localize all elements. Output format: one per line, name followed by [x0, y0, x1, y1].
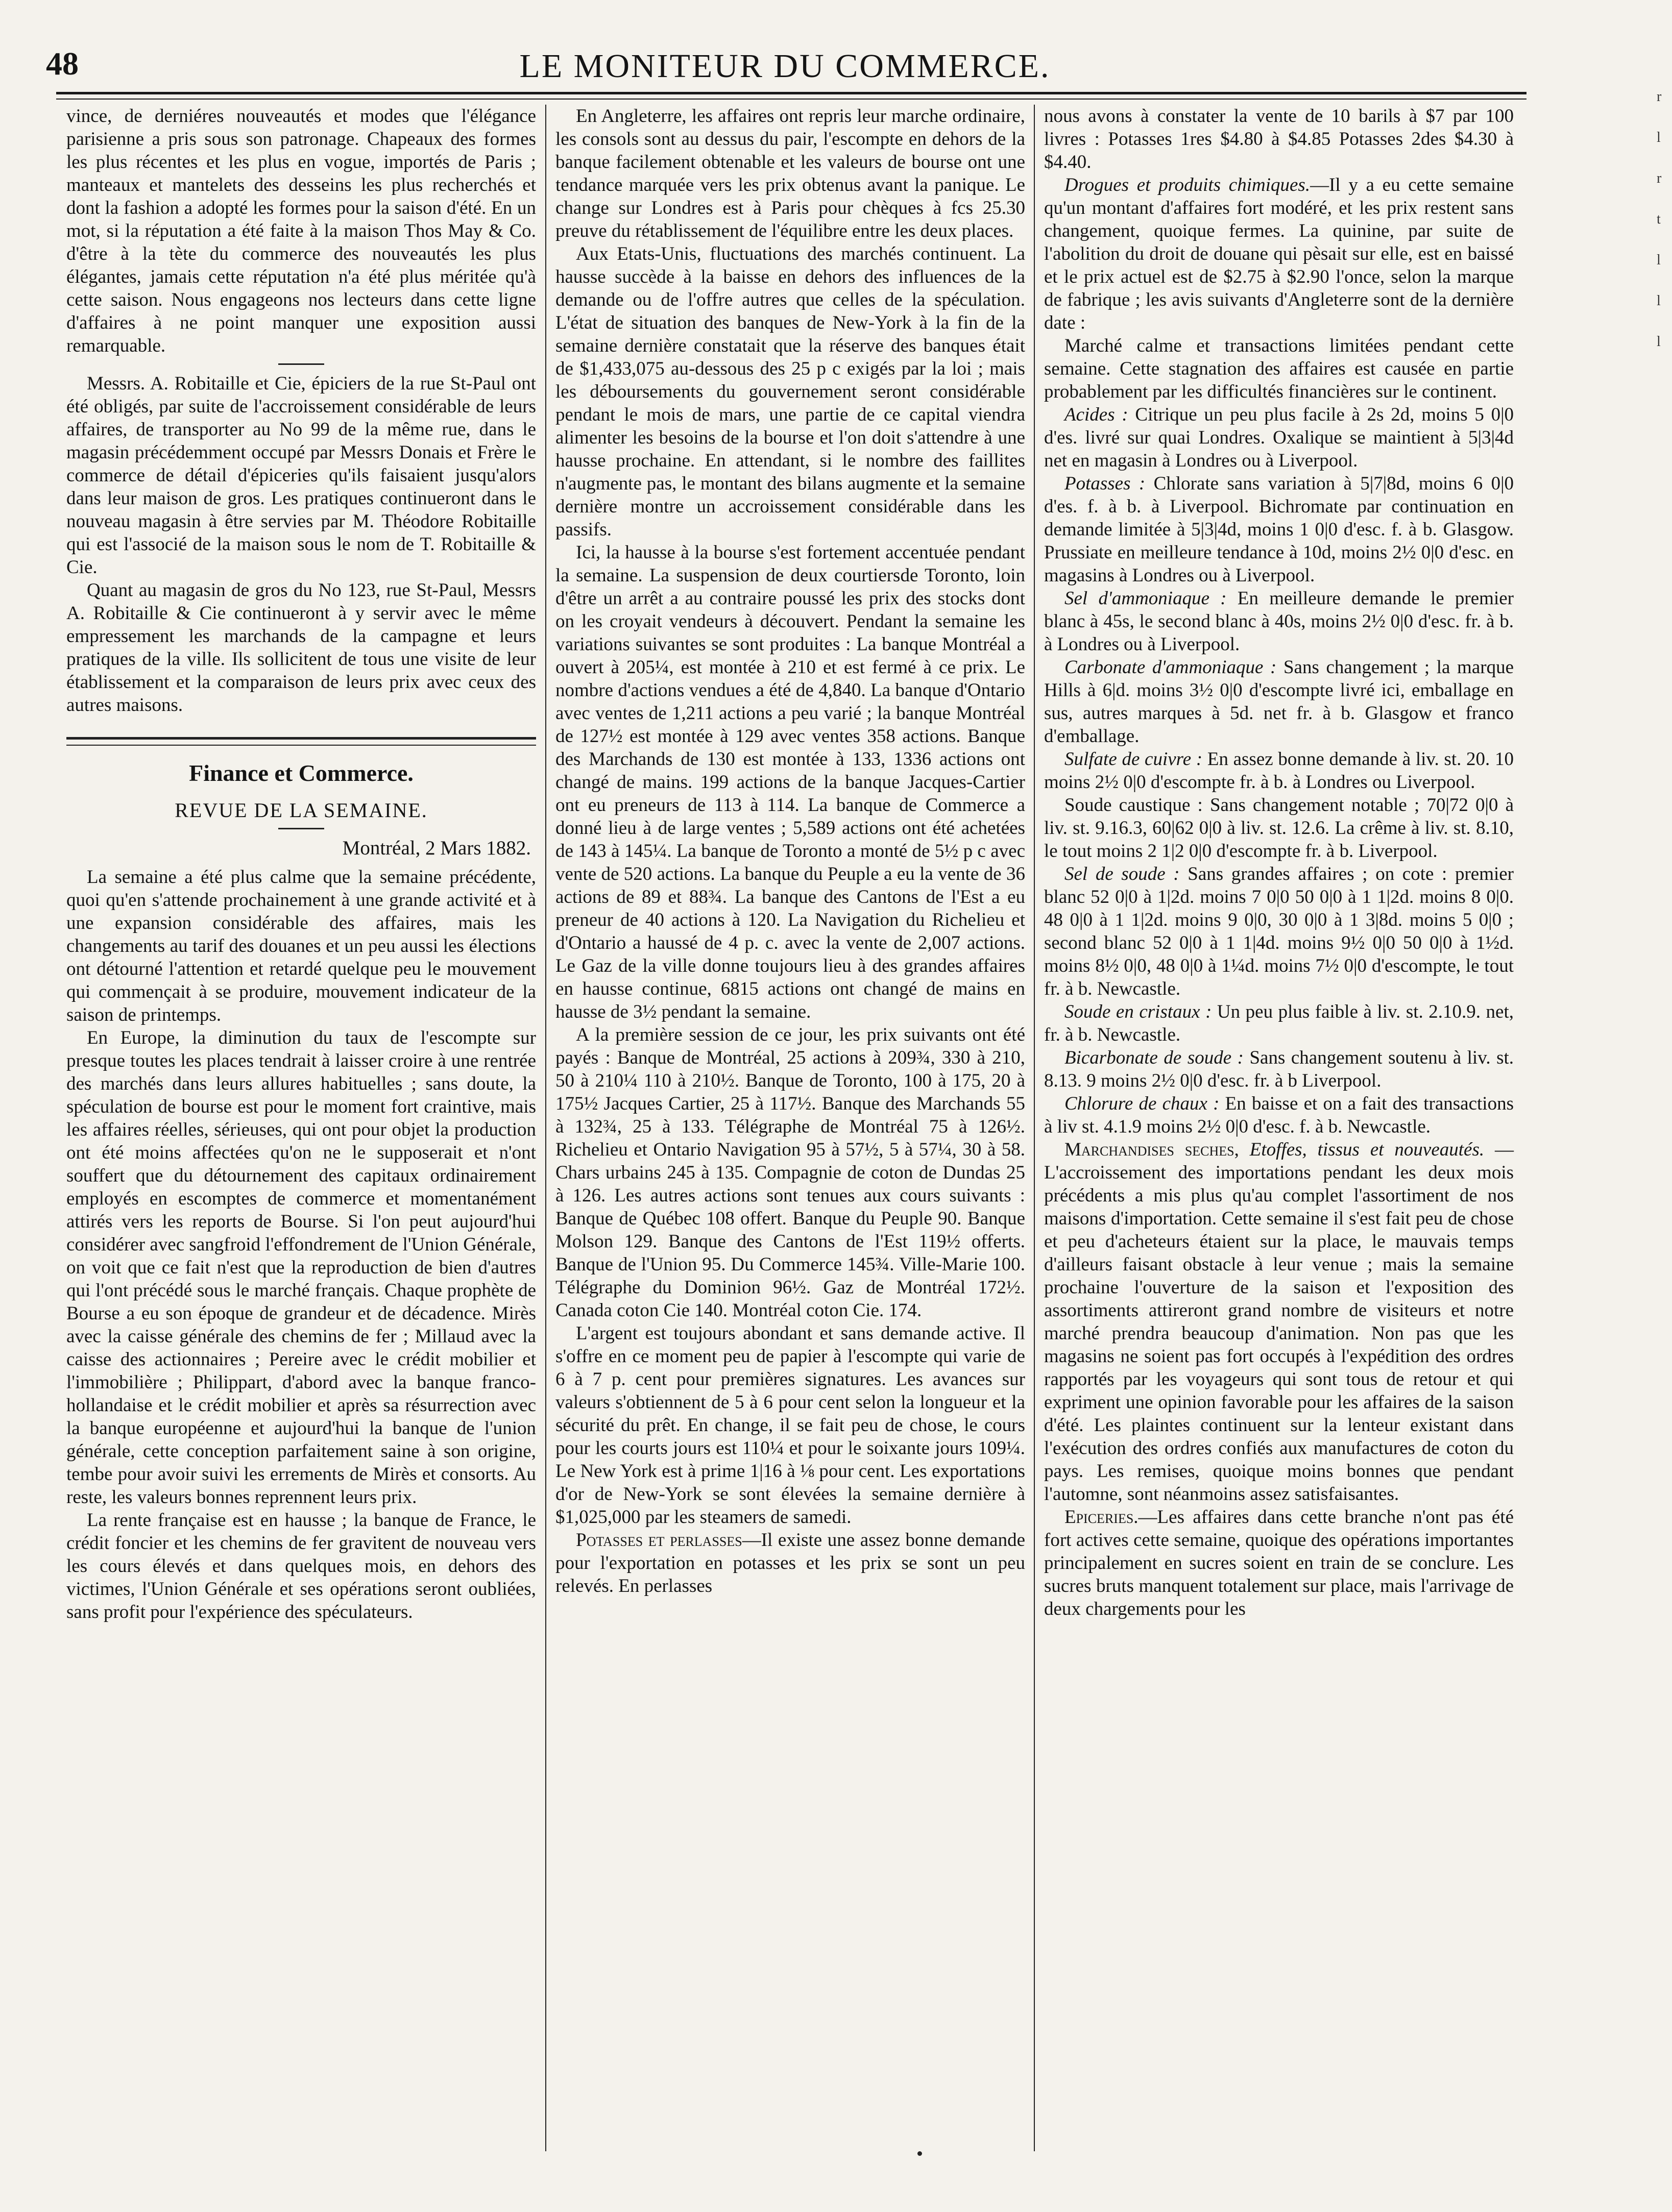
page-header: [41, 36, 1529, 92]
paragraph: Quant au magasin de gros du No 123, rue St-Paul, Messrs A. Robitaille & Cie continueront à y servir avec le même empressement les marchands de la campagne et leurs pratiques de la ville. Ils sollicitent de tous une visite de leur établissement et la comparaison de leurs prix avec ceux des autres maisons.: [66, 580, 536, 716]
running-title: LE MONITEUR DU COMMERCE.: [519, 47, 1051, 85]
paragraph: La rente française est en hausse ; la banque de France, le crédit foncier et les chemins de fer gravitent de nouveau vers les cours élevés et dans quelques mois, en dehors des victimes, l'Union Générale et ses opérations seront oubliées, sans profit pour l'expérience des spéculateurs.: [66, 1510, 536, 1623]
column-1: [66, 105, 536, 1624]
paragraph-lead: Drogues et produits chimiques.: [1064, 175, 1311, 195]
paragraph: [1044, 472, 1514, 587]
paragraph: Ici, la hausse à la bourse s'est fortement accentuée pendant la semaine. La suspension de deux courtiersde Toronto, loin d'être un arrêt a au contraire poussé les prix des stocks dont on les croyait vendeurs à découvert. Pendant la semaine les variations suivantes se sont produites : La banque Montréal a ouvert à 205¼, est montée à 210 et est fermé à ce prix. Le nombre d'actions vendues a été de 4,840. La banque d'Ontario avec ventes de 1,211 actions a peu varié ; la banque Montréal de 127½ est montée à 129 avec ventes 358 actions. Banque des Marchands de 130 est montée à 133, 1336 actions ont changé de mains. 199 actions de la banque Jacques-Cartier ont eu preneurs de 113 à 114. La banque de Commerce a donné lieu à de large ventes ; 5,589 actions ont été achetées de 143 à 145¼. La banque de Toronto a monté de 5½ p c avec vente de 520 actions. La banque du Peuple a eu la vente de 36 actions de 89 et 88¾. La banque des Cantons de l'Est a eu preneur de 40 actions à 120. La Navigation du Richelieu et d'Ontario a haussé de 4 p. c. avec la vente de 2,007 actions. Le Gaz de la ville donne toujours lieu à des grandes affaires en hausse continue, 6815 actions ont changé de mains en hausse de 3½ pendant la semaine.: [555, 542, 1025, 1022]
paragraph-text: Sans changement ; la marque Hills à 6|d. moins 3½ 0|0 d'escompte livré ici, emballage en sus, autres marques à 5d. net fr. à b. Glasgow et franco d'emballage.: [1044, 657, 1514, 747]
paragraph: [1044, 403, 1514, 472]
paragraph-text: — L'accroissement des importations pendant les deux mois précédents a mis plus qu'au complet l'assortiment de nos maisons d'importation. Cette semaine il s'est fait peu de chose et peu d'acheteurs étaient sur la place, le mauvais temps d'ailleurs faisant obstacle à leur venue ; mais la semaine prochaine l'ouverture de la saison et l'exposition des assortiments attireront grand nombre de visiteurs et notre marché prendra beaucoup d'animation. Non pas que les magasins ne soient pas fort occupés à l'expédition des ordres rapportés par les voyageurs qui sont tous de retour et qui expriment une opinion favorable pour les affaires de la saison d'été. Les plaintes continuent sur la lenteur existant dans l'exécution des ordres confiés aux manufactures de coton du pays. Les remises, quoique moins bonnes que pendant l'automne, sont néanmoins assez satisfaisantes.: [1044, 1139, 1514, 1505]
paragraph: [1044, 656, 1514, 748]
paragraph-lead: Bicarbonate de soude :: [1064, 1047, 1244, 1068]
edge-letter: t: [1657, 211, 1661, 227]
paragraph: A la première session de ce jour, les prix suivants ont été payés : Banque de Montréal, 25 actions à 209¾, 330 à 210, 50 à 210¼ 110 à 210½. Banque de Toronto, 100 à 175, 20 à 175½ Jacques Cartier, 25 à 117½. Banque des Marchands 55 à 132¾, 25 à 133. Télégraphe de Montréal 75 à 126½. Richelieu et Ontario Navigation 95 à 57½, 5 à 57¼, 30 à 58. Chars urbains 245 à 135. Compagnie de coton de Dundas 25 à 126. Les autres actions sont tenues aux cours suivants : Banque de Québec 108 offert. Banque du Peuple 90. Banque Molson 129. Banque des Cantons de l'Est 119½ offerts. Banque de l'Union 95. Du Commerce 145¾. Ville-Marie 100. Télégraphe du Dominion 96½. Gaz de Montréal 172½. Canada coton Cie 140. Montréal coton Cie. 174.: [555, 1024, 1025, 1321]
paragraph: [1044, 1092, 1514, 1138]
paragraph-lead: Epiceries.: [1064, 1507, 1138, 1528]
edge-letter: l: [1657, 252, 1661, 268]
edge-letter: l: [1657, 334, 1661, 350]
paragraph-lead: Sel d'ammoniaque :: [1064, 588, 1227, 609]
section-title: Finance et Commerce.: [189, 760, 414, 786]
paragraph-text: —Les affaires dans cette branche n'ont pas été fort actives cette semaine, quoique des opérations importantes principalement en sucres soient en train de se conclure. Les sucres bruts manquent totalement sur place, mais l'arrivage de deux chargements pour les: [1044, 1507, 1514, 1619]
dateline: Montréal, 2 Mars 1882.: [342, 837, 531, 859]
paragraph: Marché calme et transactions limitées pendant cette semaine. Cette stagnation des affaires est causée en partie probablement par les difficultés financières sur le continent.: [1044, 335, 1514, 402]
column-divider: [1034, 105, 1035, 2151]
paragraph: nous avons à constater la vente de 10 barils à $7 par 100 livres : Potasses 1res $4.80 à $4.85 Potasses 2des $4.30 à $4.40.: [1044, 106, 1514, 173]
paragraph-text: —Il existe une assez bonne demande pour l'exportation en potasses et les prix se sont un peu relevés. En perlasses: [555, 1530, 1025, 1596]
paragraph: Soude caustique : Sans changement notable ; 70|72 0|0 à liv. st. 9.16.3, 60|62 0|0 à liv. st. 12.6. La crême à liv. st. 8.10, le tout moins 2 1|2 0|0 d'escompte fr. à b. Liverpool.: [1044, 795, 1514, 862]
paragraph: [1044, 587, 1514, 656]
edge-letter: l: [1657, 130, 1661, 145]
paragraph: La semaine a été plus calme que la semaine précédente, quoi qu'en s'attende prochainement à une grande activité et à une expansion considérable des affaires, mais les changements au tarif des douanes et un peu aussi les élections ont détourné l'attention et retardé quelque peu le mouvement qui commençait à se produire, mouvement indicateur de la saison de printemps.: [66, 867, 536, 1025]
paragraph-lead: Sulfate de cuivre :: [1064, 749, 1203, 770]
paragraph-text: En meilleure demande le premier blanc à 45s, le second blanc à 40s, moins 2½ 0|0 d'esc. fr. à b. à Londres ou à Liverpool.: [1044, 588, 1514, 655]
paragraph-text: Sans grandes affaires ; on cote : premier blanc 52 0|0 à 1|2d. moins 7 0|0 50 0|0 à 1 1|2d. moins 8 0|0. 48 0|0 à 1 1|2d. moins 9 0|0, 30 0|0 à 1 3|8d. moins 5 0|0 ; second blanc 52 0|0 à 1 1|4d. moins 9½ 0|0 50 0|0 à 1½d. moins 8½ 0|0, 48 0|0 à 1¼d. moins 7½ 0|0 d'escompte, le tout fr. à b. Newcastle.: [1044, 864, 1514, 999]
edge-letter: r: [1657, 170, 1662, 186]
paragraph-text: En baisse et on a fait des transactions à liv st. 4.1.9 moins 2½ 0|0 d'esc. f. à b. Newcastle.: [1044, 1093, 1514, 1137]
edge-letter: l: [1657, 293, 1661, 309]
paragraph-text: Sans changement soutenu à liv. st. 8.13. 9 moins 2½ 0|0 d'esc. fr. à b Liverpool.: [1044, 1047, 1514, 1091]
paragraph: vince, de derniéres nouveautés et modes que l'élégance parisienne a pris sous son patronage. Chapeaux des formes les plus récentes et les plus en vogue, importés de Paris ; manteaux et mantelets des desseins les plus recherchés et dont la fashion a adopté les formes pour la saison d'été. En un mot, si la réputation a été faite à la maison Thos May & Co. d'être à la tète du commerce des nouveautés les plus élégantes, jamais cette réputation n'a été plus méritée qu'à cette saison. Nous engageons nos lecteurs dans cette ligne d'affaires à ne point manquer une exposition aussi remarquable.: [66, 106, 536, 356]
paragraph-text: En assez bonne demande à liv. st. 20. 10 moins 2½ 0|0 d'escompte fr. à b. à Londres ou Liverpool.: [1044, 749, 1514, 793]
paragraph-lead: Marchandises seches,: [1064, 1139, 1239, 1160]
paragraph-lead: Potasses :: [1064, 473, 1146, 494]
paragraph: [1044, 174, 1514, 334]
paragraph: Aux Etats-Unis, fluctuations des marchés continuent. La hausse succède à la baisse en dehors des influences de la demande ou de l'offre autres que celles de la spéculation. L'état de situation des banques de New-York à la fin de la semaine dernière constatait que la réserve des banques était de $1,433,075 au-dessous des 25 p c exigés par la loi ; mais les déboursements du gouvernement seront considérable pendant le mois de mars, une partie de ce capital viendra alimenter les besoins de la bourse et l'on doit s'attendre à une hausse prochaine. En attendant, si le nombre des faillites n'augmente pas, le montant des bilans augmente et la semaine dernière montre un accroissement considérable dans les passifs.: [555, 243, 1025, 540]
paragraph: [1044, 863, 1514, 1000]
paragraph-lead: Soude en cristaux :: [1064, 1001, 1212, 1022]
header-rule: [56, 92, 1526, 100]
print-mark: [917, 2151, 922, 2156]
paragraph-text: Citrique un peu plus facile à 2s 2d, moins 5 0|0 d'es. livré sur quai Londres. Oxalique se maintient à 5|3|4d net en magasin à Londres ou à Liverpool.: [1044, 404, 1514, 471]
paragraph-lead: Chlorure de chaux :: [1064, 1093, 1220, 1114]
paragraph: [1044, 1506, 1514, 1620]
separator-rule: [278, 828, 324, 829]
paragraph-text: Un peu plus faible à liv. st. 2.10.9. net, fr. à b. Newcastle.: [1044, 1001, 1514, 1045]
paragraph-text: Chlorate sans variation à 5|7|8d, moins 6 0|0 d'es. f. à b. à Liverpool. Bichromate par continuation en demande limitée à 5|3|4d, moins 1 0|0 d'esc. f. à b. Glasgow. Prussiate en meilleure tendance à 10d, moins 2½ 0|0 d'esc. en magasins à Londres ou à Liverpool.: [1044, 473, 1514, 586]
edge-letter: r: [1657, 89, 1662, 105]
page-number: 48: [46, 45, 79, 82]
paragraph: [1044, 748, 1514, 794]
paragraph-lead-italic: Etoffes, tissus et nouveautés.: [1239, 1139, 1485, 1160]
paragraph-text: —Il y a eu cette semaine qu'un montant d'affaires fort modéré, et les prix restent sans changement, quoique fermes. La quinine, par suite de l'abolition du droit de douane qui pèsait sur elle, est en baissé et le prix actuel est de $2.75 à $2.90 l'once, selon la marque de fabrique ; les avis suivants d'Angleterre sont de la dernière date :: [1044, 175, 1514, 333]
column-2: [555, 105, 1025, 1597]
paragraph-lead: Potasses et perlasses: [576, 1530, 742, 1551]
paragraph: L'argent est toujours abondant et sans demande active. Il s'offre en ce moment peu de papier à l'escompte qui varie de 6 à 7 p. cent pour premières signatures. Les avances sur valeurs s'obtiennent de 5 à 6 pour cent selon la longueur et la sécurité du prêt. En change, il se fait peu de chose, le cours pour les courts jours est 110¼ et pour le soixante jours 109¼. Le New York est à prime 1|16 à ⅛ pour cent. Les exportations d'or de New-York se sont élevées la semaine dernière à $1,025,000 par les steamers de samedi.: [555, 1323, 1025, 1528]
adjacent-page-edge: [1657, 77, 1667, 362]
paragraph-lead: Acides :: [1064, 404, 1128, 425]
paragraph: En Angleterre, les affaires ont repris leur marche ordinaire, les consols sont au dessus du pair, l'escompte en dehors de la banque facilement obtenable et les valeurs de bourse ont une tendance marquée vers les prix obtenus avant la panique. Le change sur Londres est à Paris pour chèques à fcs 25.30 preuve du rétablissement de l'équilibre entre les deux places.: [555, 106, 1025, 241]
column-divider: [545, 105, 546, 2151]
sub-title: REVUE DE LA SEMAINE.: [175, 799, 428, 822]
paragraph: [555, 1529, 1025, 1597]
section-rule: [66, 737, 536, 746]
paragraph-lead: Sel de soude :: [1064, 864, 1180, 884]
paragraph: [1044, 1138, 1514, 1506]
separator-rule: [278, 363, 324, 365]
paragraph: [1044, 1000, 1514, 1046]
paragraph: En Europe, la diminution du taux de l'escompte sur presque toutes les places tendrait à laisser croire à une rentrée des marchés dans leurs allures habituelles ; sans doute, la spéculation de bourse est pour le moment fort craintive, mais les affaires réelles, sérieuses, qui ont pour objet la production ont été moins affectées qu'on ne le supposerait et n'ont souffert que du détournement des capitaux ordinairement employés en escomptes de commerce et momentanément attirés vers les reports de Bourse. Si l'on peut aujourd'hui considérer avec sangfroid l'effondrement de l'Union Générale, on voit que ce fait n'est que la reproduction de bien d'autres qui l'ont précédé sous le marché français. Chaque prophète de Bourse a eu son époque de grandeur et de décadence. Mirès avec la caisse générale des chemins de fer ; Millaud avec la caisse des actionnaires ; Pereire avec le crédit mobilier et l'immobilière ; Philippart, d'abord avec la banque franco-hollandaise et le crédit mobilier et après sa résurrection avec la banque européenne et aujourd'hui la banque de l'union générale, cette conception parfaitement saine à son origine, tembe pour avoir suivi les errements de Mirès et consorts. Au reste, les valeurs bonnes reprennent leurs prix.: [66, 1027, 536, 1508]
paragraph: [1044, 1046, 1514, 1092]
paragraph-lead: Carbonate d'ammoniaque :: [1064, 657, 1277, 678]
paragraph: Messrs. A. Robitaille et Cie, épiciers de la rue St-Paul ont été obligés, par suite de l'accroissement considérable de leurs affaires, de transporter au No 99 de la même rue, dans le magasin précédemment occupé par Messrs Donais et Frère le commerce de détail d'épiceries qu'ils faisaient jusqu'alors dans leur maison de gros. Les pratiques continueront dans le nouveau magasin à être servies par M. Théodore Robitaille qui est l'associé de la maison sous le nom de T. Robitaille & Cie.: [66, 373, 536, 578]
column-3: [1044, 105, 1514, 1620]
